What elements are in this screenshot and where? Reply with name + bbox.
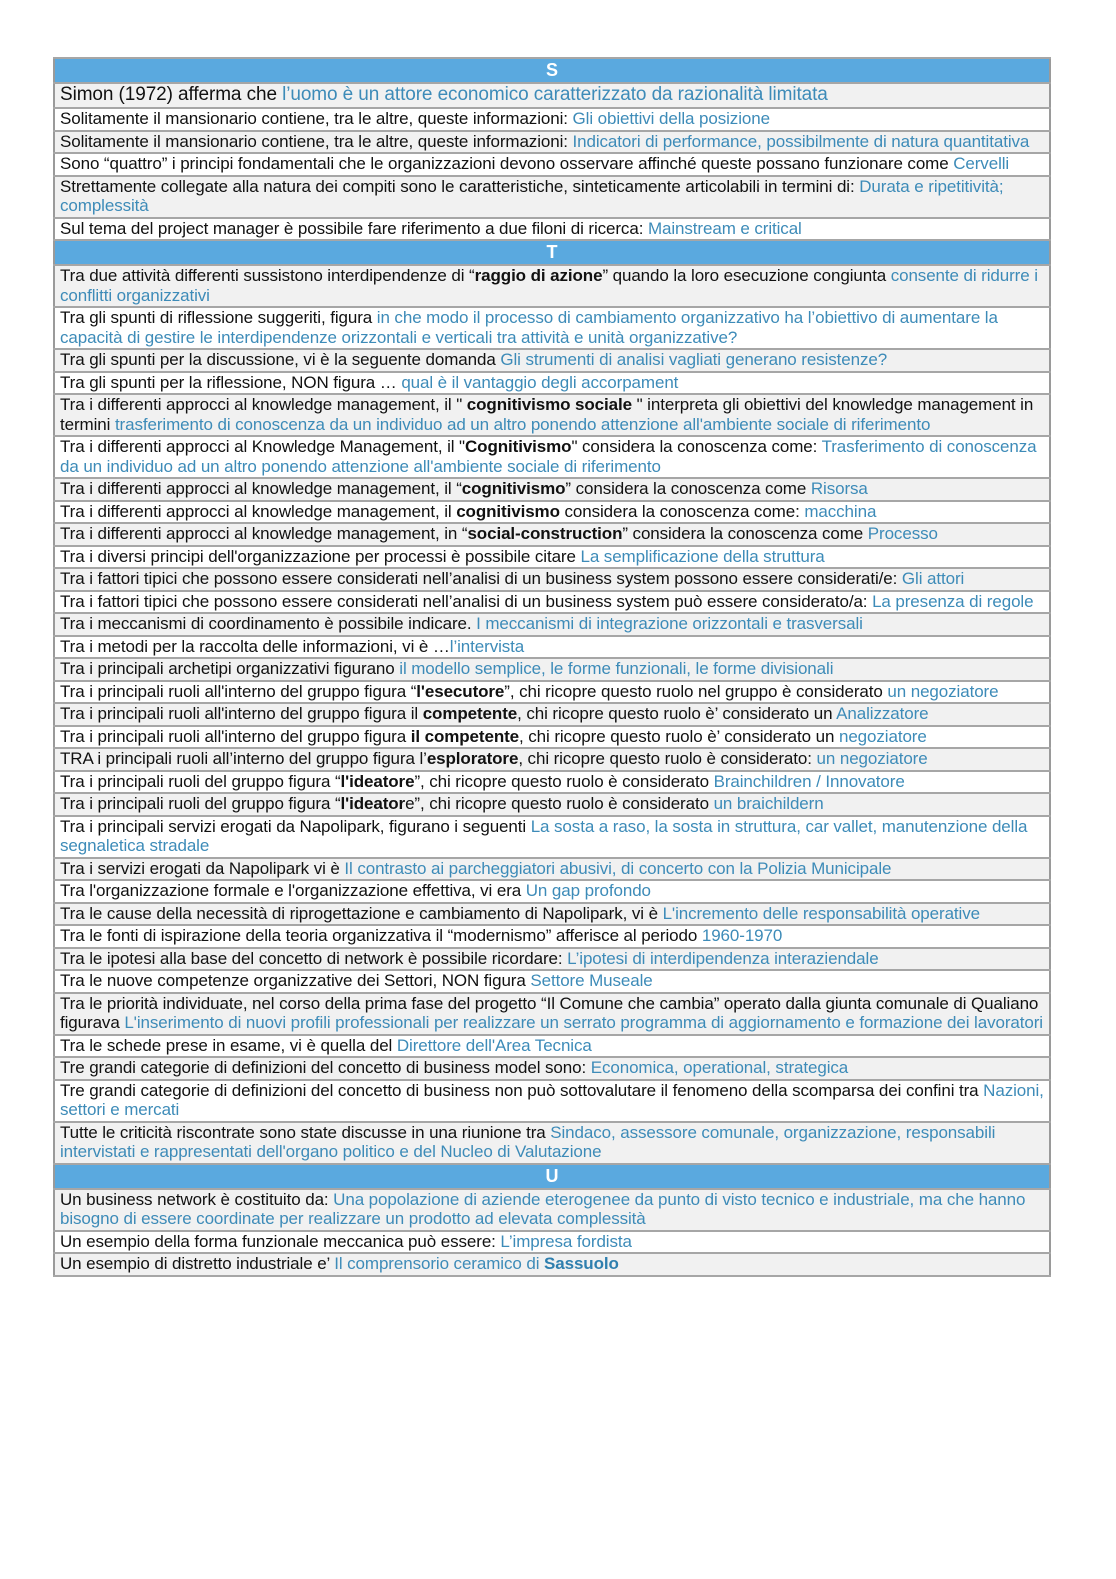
table-row xyxy=(54,394,1050,436)
qa-cell xyxy=(54,681,1050,704)
qa-cell xyxy=(54,591,1050,614)
table-row xyxy=(54,372,1050,395)
question-text: Sul tema del project manager è possibile fare riferimento a due filoni di ricerca: xyxy=(60,218,648,238)
qa-cell xyxy=(54,970,1050,993)
question-keyword: raggio di azione xyxy=(474,266,603,285)
qa-cell xyxy=(54,658,1050,681)
answer-text: Un gap profondo xyxy=(525,881,651,900)
question-text: Tra l'organizzazione formale e l'organizzazione effettiva, vi era xyxy=(60,881,526,900)
answer-text: Gli strumenti di analisi vagliati generano resistenze? xyxy=(500,350,888,369)
answer-text: Una popolazione di aziende eterogenee da punto di visto tecnico e industriale, ma che hanno bisogno di essere coordinate per realizzare un prodotto ad elevata complessità xyxy=(60,1189,1026,1228)
table-row xyxy=(54,970,1050,993)
question-keyword: il competente xyxy=(410,726,520,746)
question-keyword: cognitivismo xyxy=(456,501,560,521)
question-text: Tra gli spunti per la discussione, vi è la seguente domanda xyxy=(60,350,501,369)
answer-text: Processo xyxy=(867,524,938,543)
table-row xyxy=(54,501,1050,524)
answer-text: Indicatori di performance, possibilmente di natura quantitativa xyxy=(572,131,1030,151)
question-keyword: cognitivismo xyxy=(461,479,566,498)
answer-text: Il contrasto ai parcheggiatori abusivi, di concerto con la Polizia Municipale xyxy=(344,858,892,878)
question-text: Tra i differenti approcci al knowledge management, il xyxy=(60,501,457,521)
answer-text: consente di ridurre i conflitti organizzativi xyxy=(60,266,1038,305)
table-row xyxy=(54,636,1050,659)
question-text: ” quando la loro esecuzione congiunta xyxy=(602,266,891,285)
answer-text: La presenza di regole xyxy=(872,591,1034,611)
question-text: ” considera la conoscenza come xyxy=(622,524,868,543)
question-keyword: l'ideator xyxy=(340,794,406,813)
question-text: Tra i meccanismi di coordinamento è possibile indicare. xyxy=(60,614,477,633)
answer-text: Sindaco, assessore comunale, organizzazione, responsabili intervistati e rappresentati dell'organo politico e del Nucleo di Valutazione xyxy=(60,1122,996,1161)
question-text: Tra gli spunti per la riflessione, NON figura … xyxy=(60,372,402,392)
question-text: Tra i differenti approcci al knowledge management, in “ xyxy=(60,524,468,543)
answer-text: Economica, operational, strategica xyxy=(590,1058,849,1077)
question-text: Tra due attività differenti sussistono interdipendenze di “ xyxy=(60,266,475,285)
section-letter: T xyxy=(54,240,1050,265)
table-row xyxy=(54,613,1050,636)
qa-cell xyxy=(54,748,1050,771)
question-text: Tra i servizi erogati da Napolipark vi è xyxy=(60,858,345,878)
table-row xyxy=(54,681,1050,704)
question-text: , chi ricopre questo ruolo è’ considerato un xyxy=(517,704,837,723)
question-text: e”, chi ricopre questo ruolo è considerato xyxy=(405,794,714,813)
qa-cell xyxy=(54,1122,1050,1164)
table-row xyxy=(54,83,1050,108)
table-row xyxy=(54,726,1050,749)
question-keyword: social-construction xyxy=(467,524,623,543)
question-text: Strettamente collegate alla natura dei compiti sono le caratteristiche, sinteticamente articolabili in termini di: xyxy=(60,176,860,196)
answer-text: Nazioni, settori e mercati xyxy=(60,1080,1044,1119)
table-row xyxy=(54,1035,1050,1058)
table-row xyxy=(54,176,1050,218)
qa-cell xyxy=(54,703,1050,726)
table-row xyxy=(54,1122,1050,1164)
question-text: " interpreta gli obiettivi del knowledge management in termini xyxy=(60,395,1034,434)
question-text: Tra le ipotesi alla base del concetto di network è possibile ricordare: xyxy=(60,948,568,968)
table-row xyxy=(54,108,1050,131)
qa-cell xyxy=(54,613,1050,636)
question-text: Simon (1972) afferma che xyxy=(60,84,283,105)
question-text: Solitamente il mansionario contiene, tra le altre, queste informazioni: xyxy=(60,131,573,151)
section-letter: U xyxy=(54,1164,1050,1189)
qa-cell xyxy=(54,858,1050,881)
table-row xyxy=(54,307,1050,349)
question-text: Tra i principali ruoli all'interno del gruppo figura il xyxy=(60,704,423,723)
table-row xyxy=(54,131,1050,154)
answer-text: in che modo il processo di cambiamento organizzativo ha l’obiettivo di aumentare la capacità di gestire le interdipendenze orizzontali e verticali tra attività e unità organizzative? xyxy=(60,308,998,347)
answer-text: Durata e ripetitività; complessità xyxy=(60,176,1004,215)
answer-text: Sassuolo xyxy=(544,1254,619,1273)
table-row xyxy=(54,1231,1050,1254)
answer-text: Analizzatore xyxy=(836,704,929,723)
answer-text: qual è il vantaggio degli accorpament xyxy=(401,372,679,392)
qa-cell xyxy=(54,372,1050,395)
section-header-t xyxy=(54,240,1050,265)
answer-text: La semplificazione della struttura xyxy=(580,546,825,566)
question-text: Tra i principali ruoli del gruppo figura “ xyxy=(60,794,341,813)
answer-text: il modello semplice, le forme funzionali, le forme divisionali xyxy=(399,659,834,678)
question-text: Tra i differenti approcci al knowledge management, il " xyxy=(60,395,467,414)
table-row xyxy=(54,523,1050,546)
answer-text: L'incremento delle responsabilità operative xyxy=(662,903,980,923)
question-keyword: competente xyxy=(422,704,518,723)
qa-cell xyxy=(54,726,1050,749)
answer-text: un braichildern xyxy=(713,794,824,813)
section-letter: S xyxy=(54,58,1050,83)
question-text: Tra le schede prese in esame, vi è quella del xyxy=(60,1035,397,1055)
table-row xyxy=(54,436,1050,478)
qa-cell xyxy=(54,1231,1050,1254)
qa-cell xyxy=(54,1080,1050,1122)
question-keyword: esploratore xyxy=(426,749,519,768)
question-text: " considera la conoscenza come: xyxy=(571,437,822,456)
document-page xyxy=(53,57,1051,1277)
qa-cell xyxy=(54,478,1050,501)
table-row xyxy=(54,546,1050,569)
question-text: Solitamente il mansionario contiene, tra le altre, queste informazioni: xyxy=(60,109,573,128)
table-row xyxy=(54,903,1050,926)
answer-text: Gli obiettivi della posizione xyxy=(572,109,770,128)
table-row xyxy=(54,925,1050,948)
qa-cell xyxy=(54,948,1050,971)
answer-text: L'inserimento di nuovi profili professionali per realizzare un serrato programma di aggiornamento e formazione dei lavoratori xyxy=(124,1013,1043,1032)
table-row xyxy=(54,703,1050,726)
table-row xyxy=(54,153,1050,176)
qa-cell xyxy=(54,771,1050,794)
qa-cell xyxy=(54,546,1050,569)
answer-text: trasferimento di conoscenza da un individuo ad un altro ponendo attenzione all'ambiente sociale di riferimento xyxy=(114,414,931,434)
question-text: Tra i principali ruoli del gruppo figura “ xyxy=(60,771,341,791)
table-row xyxy=(54,858,1050,881)
table-row xyxy=(54,948,1050,971)
answer-text: un negoziatore xyxy=(816,749,928,768)
question-text: ”, chi ricopre questo ruolo è considerato xyxy=(414,771,714,791)
answer-text: Gli attori xyxy=(901,569,965,588)
qa-cell xyxy=(54,1057,1050,1080)
answer-text: macchina xyxy=(804,501,877,521)
question-text: Un esempio della forma funzionale meccanica può essere: xyxy=(60,1231,501,1251)
question-text: ” considera la conoscenza come xyxy=(565,479,811,498)
question-text: Tra i principali ruoli all'interno del gruppo figura xyxy=(60,726,411,746)
question-keyword: l'ideatore xyxy=(340,771,415,791)
qa-cell xyxy=(54,83,1050,108)
answer-text: Trasferimento di conoscenza da un individuo ad un altro ponendo attenzione all'ambiente sociale di riferimento xyxy=(60,437,1037,476)
qa-cell xyxy=(54,903,1050,926)
question-text: Tra i principali servizi erogati da Napolipark, figurano i seguenti xyxy=(60,816,531,836)
question-text: Tra i differenti approcci al Knowledge Management, il " xyxy=(60,437,465,456)
answer-text: Il comprensorio ceramico di xyxy=(334,1254,544,1273)
question-text: Tra i principali archetipi organizzativi figurano xyxy=(60,659,400,678)
qa-cell xyxy=(54,349,1050,372)
qa-cell xyxy=(54,108,1050,131)
table-row xyxy=(54,771,1050,794)
question-text: Tre grandi categorie di definizioni del concetto di business non può sottovalutare il fenomeno della scomparsa dei confini tra xyxy=(60,1080,984,1100)
answer-text: L’impresa fordista xyxy=(500,1231,632,1251)
question-text: Tra le fonti di ispirazione della teoria organizzativa il “modernismo” afferisce al periodo xyxy=(60,926,702,945)
table-row xyxy=(54,218,1050,241)
answer-text: L’ipotesi di interdipendenza interaziendale xyxy=(567,948,879,968)
table-row xyxy=(54,816,1050,858)
qa-cell xyxy=(54,176,1050,218)
table-row xyxy=(54,1057,1050,1080)
question-text: Tre grandi categorie di definizioni del concetto di business model sono: xyxy=(60,1058,591,1077)
question-text: Sono “quattro” i principi fondamentali che le organizzazioni devono osservare affinché queste possano funzionare come xyxy=(60,154,954,173)
qa-cell xyxy=(54,523,1050,546)
qa-table xyxy=(53,57,1051,1277)
qa-cell xyxy=(54,793,1050,816)
table-row xyxy=(54,568,1050,591)
answer-text: Brainchildren / Innovatore xyxy=(713,771,905,791)
answer-text: Settore Museale xyxy=(530,971,653,990)
qa-cell xyxy=(54,1253,1050,1276)
qa-cell xyxy=(54,993,1050,1035)
qa-table-body xyxy=(54,58,1050,1276)
question-text: considera la conoscenza come: xyxy=(559,501,805,521)
question-text: Tra i metodi per la raccolta delle informazioni, vi è … xyxy=(60,636,450,656)
qa-cell xyxy=(54,816,1050,858)
answer-text: Direttore dell'Area Tecnica xyxy=(396,1035,592,1055)
question-text: Un business network è costituito da: xyxy=(60,1189,334,1209)
qa-cell xyxy=(54,394,1050,436)
question-text: Un esempio di distretto industriale e’ xyxy=(60,1254,335,1273)
question-text: Tra i principali ruoli all'interno del gruppo figura “ xyxy=(60,681,417,701)
question-text: Tra le cause della necessità di riprogettazione e cambiamento di Napolipark, vi è xyxy=(60,903,663,923)
question-text: Tra i diversi principi dell'organizzazione per processi è possibile citare xyxy=(60,546,581,566)
question-text: Tra le nuove competenze organizzative dei Settori, NON figura xyxy=(60,971,531,990)
qa-cell xyxy=(54,218,1050,241)
answer-text: La sosta a raso, la sosta in struttura, car vallet, manutenzione della segnaletica stradale xyxy=(60,816,1028,855)
qa-cell xyxy=(54,501,1050,524)
table-row xyxy=(54,1080,1050,1122)
question-text: Tra i fattori tipici che possono essere considerati nell’analisi di un business system può essere considerato/a: xyxy=(60,591,873,611)
qa-cell xyxy=(54,1189,1050,1231)
table-row xyxy=(54,748,1050,771)
answer-text: I meccanismi di integrazione orizzontali e trasversali xyxy=(476,614,863,633)
qa-cell xyxy=(54,568,1050,591)
qa-cell xyxy=(54,436,1050,478)
answer-text: l’intervista xyxy=(449,636,525,656)
question-text: Tutte le criticità riscontrate sono state discusse in una riunione tra xyxy=(60,1122,551,1142)
question-text: Tra i fattori tipici che possono essere considerati nell’analisi di un business system possono essere considerati/e: xyxy=(60,569,902,588)
question-text: Tra gli spunti di riflessione suggeriti, figura xyxy=(60,308,377,327)
table-row xyxy=(54,478,1050,501)
answer-text: un negoziatore xyxy=(887,681,999,701)
question-text: , chi ricopre questo ruolo è’ considerato un xyxy=(519,726,839,746)
answer-text: Mainstream e critical xyxy=(647,218,802,238)
table-row xyxy=(54,880,1050,903)
question-text: Tra i differenti approcci al knowledge management, il “ xyxy=(60,479,462,498)
qa-cell xyxy=(54,880,1050,903)
table-row xyxy=(54,349,1050,372)
question-keyword: cognitivismo sociale xyxy=(466,395,632,414)
table-row xyxy=(54,1253,1050,1276)
answer-text: negoziatore xyxy=(838,726,927,746)
question-text: TRA i principali ruoli all’interno del gruppo figura l’ xyxy=(60,749,427,768)
qa-cell xyxy=(54,265,1050,307)
table-row xyxy=(54,1189,1050,1231)
qa-cell xyxy=(54,307,1050,349)
question-text: ”, chi ricopre questo ruolo nel gruppo è considerato xyxy=(504,681,888,701)
table-row xyxy=(54,591,1050,614)
qa-cell xyxy=(54,636,1050,659)
question-keyword: l'esecutore xyxy=(416,681,505,701)
answer-text: 1960-1970 xyxy=(701,926,783,945)
section-header-u xyxy=(54,1164,1050,1189)
table-row xyxy=(54,658,1050,681)
section-header-s xyxy=(54,58,1050,83)
answer-text: l’uomo è un attore economico caratterizzato da razionalità limitata xyxy=(282,84,828,105)
table-row xyxy=(54,265,1050,307)
question-text: , chi ricopre questo ruolo è considerato: xyxy=(518,749,817,768)
answer-text: Cervelli xyxy=(953,154,1010,173)
qa-cell xyxy=(54,131,1050,154)
qa-cell xyxy=(54,925,1050,948)
answer-text: Risorsa xyxy=(810,479,868,498)
question-text: Tra le priorità individuate, nel corso della prima fase del progetto “Il Comune che cambia” operato dalla giunta comunale di Qualiano figurava xyxy=(60,993,1039,1032)
qa-cell xyxy=(54,1035,1050,1058)
table-row xyxy=(54,793,1050,816)
qa-cell xyxy=(54,153,1050,176)
question-keyword: Cognitivismo xyxy=(464,437,572,456)
table-row xyxy=(54,993,1050,1035)
